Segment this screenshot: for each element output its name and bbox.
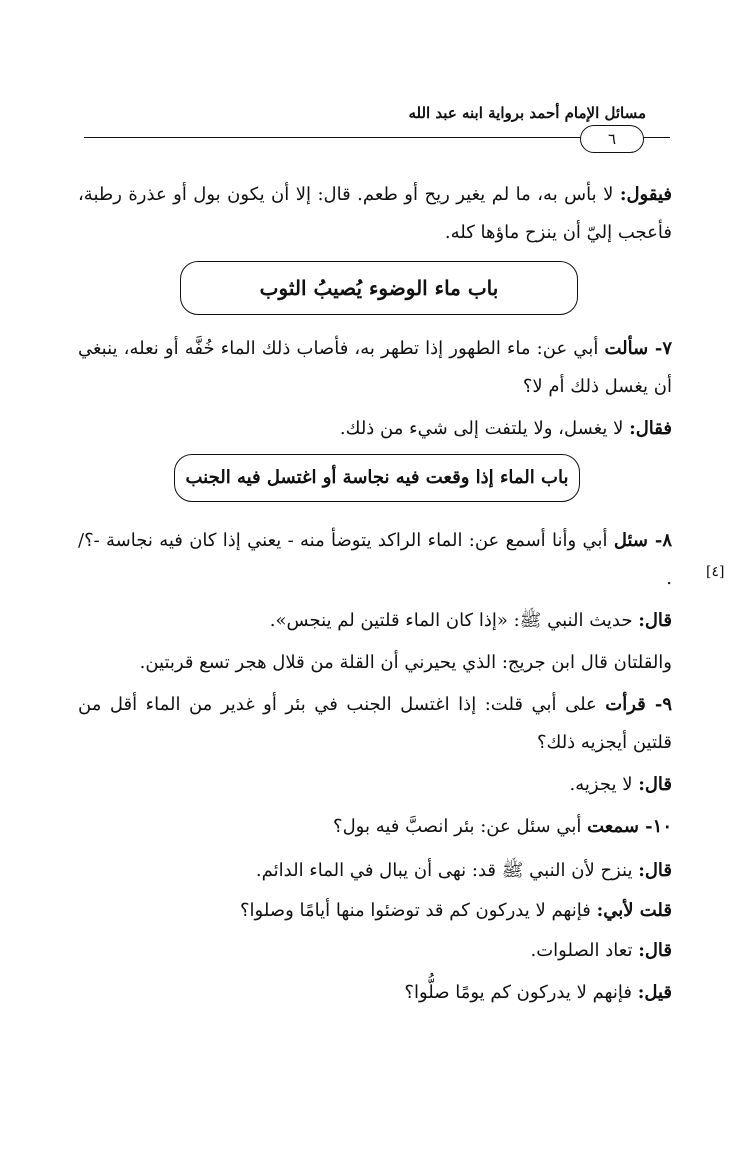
paragraph-text: لا يجزيه. bbox=[569, 774, 639, 795]
chapter-heading: باب الماء إذا وقعت فيه نجاسة أو اغتسل فيه الجنب bbox=[174, 454, 580, 502]
paragraph bbox=[78, 766, 672, 804]
paragraph-lead: قال: bbox=[638, 610, 672, 631]
paragraph-text: والقلتان قال ابن جريج: الذي يحيرني أن القلة من قلال هجر تسع قربتين. bbox=[139, 652, 672, 673]
page-number: ٦ bbox=[580, 125, 644, 153]
paragraph-lead: فيقول: bbox=[619, 184, 672, 205]
chapter-heading: باب ماء الوضوء يُصيبُ الثوب bbox=[180, 261, 578, 315]
paragraph bbox=[78, 974, 672, 1012]
paragraph bbox=[78, 932, 672, 970]
paragraph-lead: قال: bbox=[638, 774, 672, 795]
margin-page-ref: [٤] bbox=[706, 564, 725, 580]
paragraph-lead: قيل: bbox=[637, 982, 672, 1003]
paragraph bbox=[78, 410, 672, 448]
paragraph-text: تعاد الصلوات. bbox=[530, 940, 639, 961]
paragraph-text: لا يغسل، ولا يلتفت إلى شيء من ذلك. bbox=[339, 418, 630, 439]
paragraph-text: فإنهم لا يدركون كم قد توضئوا منها أيامًا وصلوا؟ bbox=[239, 900, 597, 921]
paragraph-text: ينزح لأن النبي ﷺ قد: نهى أن يبال في الماء الدائم. bbox=[255, 860, 639, 881]
paragraph-text: لا بأس به، ما لم يغير ريح أو طعم. قال: إلا أن يكون بول أو عذرة رطبة، فأعجب إليّ أن ينزح ماؤها كله. bbox=[78, 184, 672, 243]
paragraph bbox=[78, 330, 672, 406]
paragraph-lead: فقال: bbox=[629, 418, 672, 439]
paragraph bbox=[78, 522, 672, 598]
paragraph-text: أبي وأنا أسمع عن: الماء الراكد يتوضأ منه - يعني إذا كان فيه نجاسة -؟/ . bbox=[78, 530, 672, 589]
paragraph bbox=[78, 602, 672, 640]
paragraph-lead: ٧- سألت bbox=[604, 338, 672, 359]
paragraph-text: حديث النبي ﷺ: «إذا كان الماء قلتين لم ينجس». bbox=[269, 610, 639, 631]
paragraph bbox=[78, 852, 672, 890]
paragraph-text: فإنهم لا يدركون كم يومًا صلُّوا؟ bbox=[404, 982, 638, 1003]
paragraph bbox=[78, 176, 672, 252]
paragraph-text: أبي عن: ماء الطهور إذا تطهر به، فأصاب ذلك الماء خُفَّه أو نعله، ينبغي أن يغسل ذلك أم لا؟ bbox=[78, 338, 672, 397]
paragraph-lead: ٨- سئل bbox=[613, 530, 672, 551]
paragraph-lead: ٩- قرأت bbox=[605, 694, 672, 715]
paragraph-lead: قال: bbox=[638, 860, 672, 881]
paragraph bbox=[78, 892, 672, 930]
paragraph bbox=[78, 808, 672, 846]
paragraph-lead: قلت لأبي: bbox=[596, 900, 672, 921]
paragraph-text: على أبي قلت: إذا اغتسل الجنب في بئر أو غدير من الماء أقل من قلتين أيجزيه ذلك؟ bbox=[78, 694, 672, 753]
running-header: مسائل الإمام أحمد برواية ابنه عبد الله bbox=[408, 104, 646, 122]
paragraph-lead: ١٠- سمعت bbox=[587, 816, 672, 837]
paragraph bbox=[78, 686, 672, 762]
paragraph-text: أبي سئل عن: بئر انصبَّ فيه بول؟ bbox=[333, 816, 588, 837]
paragraph-lead: قال: bbox=[638, 940, 672, 961]
paragraph bbox=[78, 644, 672, 682]
